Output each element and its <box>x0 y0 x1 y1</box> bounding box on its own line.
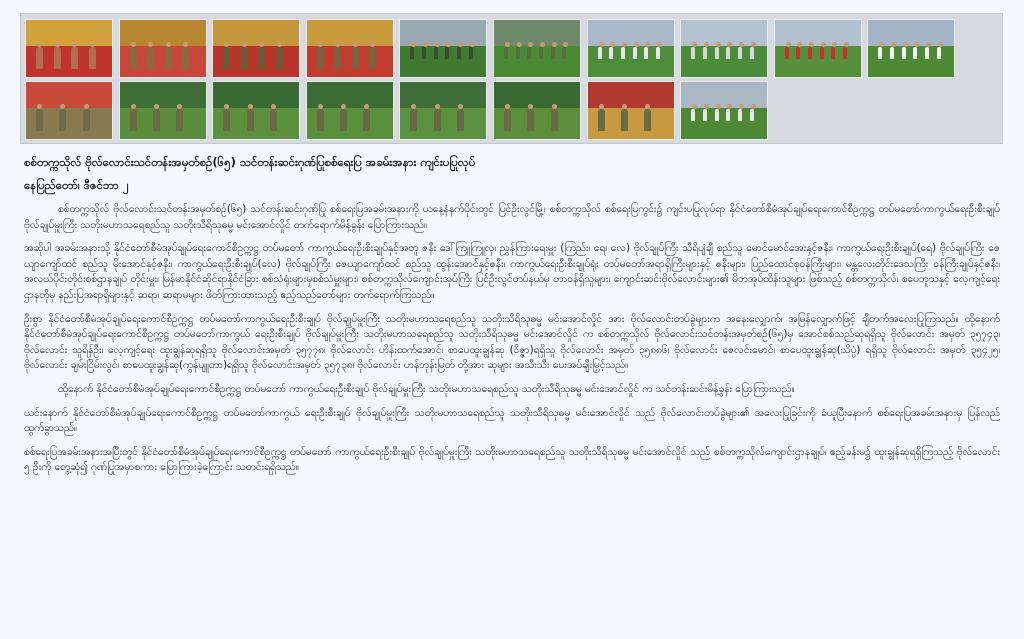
gallery-photo-parade-field[interactable] <box>493 19 581 78</box>
photo-figure <box>147 47 154 69</box>
photo-figure <box>176 109 183 131</box>
photo-figure <box>130 109 137 131</box>
photo-figure <box>598 47 602 59</box>
photo-figure <box>317 109 324 131</box>
photo-figure <box>715 47 719 59</box>
photo-figure <box>434 109 441 131</box>
photo-figure <box>59 109 66 131</box>
article-paragraph: ယင်းနောက် နိုင်ငံတော်စီမံအုပ်ချုပ်ရေးကောင်စီဥက္ကဋ္ဌ တပ်မတော်ကာကွယ် ရေးဦးစီးချုပ် ဗိုလ်ချုပ်မှူးကြီး သတိုးမဟာသရေစည်သူ သတိုးသီရိသုဓမ္မ မင်းအောင်လှိုင် သည် ဗိုလ်လောင်းတပ်ခွဲများ၏ အလေးပြုခြင်းကို ခံယူပြီးနောက် စစ်ရေးပြအခမ်းအနားမှ ပြန်လည်ထွက်ခွာသည်။ <box>24 406 1000 435</box>
photo-figure <box>54 47 61 69</box>
photo-figure <box>83 109 90 131</box>
photo-figure <box>410 109 417 131</box>
photo-figure <box>276 47 283 69</box>
photo-figure <box>820 47 824 59</box>
photo-figure <box>738 47 742 59</box>
photo-figure <box>317 47 324 69</box>
photo-figure <box>36 47 43 69</box>
photo-figure <box>258 47 265 69</box>
article-paragraph: အဆိုပါ အခမ်းအနားသို့ နိုင်ငံတော်စီမံအုပ်ချုပ်ရေးကောင်စီဥက္ကဋ္ဌ တပ်မတော် ကာကွယ်ရေးဦးစီးချုပ်နှင့်အတူ ဇနီး ဒေါ်ကြူကြူလှ၊ ညွှန်ကြားရေးမှူး (ကြည်း၊ ရေ၊ လေ) ဗိုလ်ချုပ်ကြီး သီရိပျံချီ စည်သူ မောင်မောင်အေးနှင့်ဇနီး၊ ကာကွယ်ရေးဦးစီးချုပ်(ရေ) ဗိုလ်ချုပ်ကြီး ဇေယျာကျော်ထင် စည်သူ မိုးအောင်နှင့်ဇနီး၊ ကာကွယ်ရေးဦးစီးချုပ်(လေ) ဗိုလ်ချုပ်ကြီး ဇေယျာကျော်ထင် စည်သူ ထွန်းအောင်နှင့်ဇနီး၊ ကာကွယ်ရေးဦးစီးချုပ်ရုံး တပ်မတော်အရာရှိကြီးများနှင့် ဇနီးများ၊ ပြည်ထောင်စုဝန်ကြီးများ၊ မန္တလေးတိုင်းဒေသကြီး ဝန်ကြီးချုပ်နှင့်ဇနီး၊ အလယ်ပိုင်းတိုင်းစစ်ဌာနချုပ် တိုင်းမှူး၊ မြန်မာနိုင်ငံဆိုင်ရာနိုင်ငံခြား စစ်သံရုံးများမှစစ်သံမှူးများ၊ စစ်တက္ကသိုလ်ကျောင်းအုပ်ကြီး ပြင်ဦးလွင်တပ်နယ်မှ တာဝန်ရှိသူများ၊ ကျောင်းဆင်းဗိုလ်လောင်းများ၏ မိဘအုပ်ထိန်းသူများ ဖြစ်သည့် စစ်တက္ကသိုလ်၊ စပေဘူသနှင့် လေ့ကျင့်ရေးဌာနတိုမှ နည်းပြအရာရှိများနှင့် ဆရာ၊ ဆရာမများ ဖိတ်ကြားထားသည့် ဧည့်သည်တော်များ တက်ရောက်ကြသည်။ <box>24 242 1000 301</box>
photo-figure <box>890 47 894 59</box>
gallery-photo-parade-field[interactable] <box>399 19 487 78</box>
photo-figure <box>504 109 511 131</box>
photo-figure <box>621 47 625 59</box>
news-article <box>20 150 1004 636</box>
gallery-photo-parade-field[interactable] <box>587 19 675 78</box>
photo-figure <box>422 47 426 59</box>
photo-figure <box>726 109 730 121</box>
photo-figure <box>808 47 812 59</box>
photo-figure <box>363 109 370 131</box>
gallery-photo-ceremony-seated[interactable] <box>306 19 394 78</box>
photo-figure <box>36 109 43 131</box>
gallery-photo-award-presentation[interactable] <box>399 81 487 140</box>
photo-figure <box>726 47 730 59</box>
photo-figure <box>516 47 520 59</box>
gallery-photo-parade-field[interactable] <box>774 19 862 78</box>
photo-figure <box>644 47 648 59</box>
photo-figure <box>902 47 906 59</box>
photo-figure <box>703 47 707 59</box>
photo-figure <box>165 47 172 69</box>
photo-figure <box>352 47 359 69</box>
photo-figure <box>457 47 461 59</box>
photo-figure <box>750 109 754 121</box>
photo-figure <box>445 47 449 59</box>
photo-figure <box>89 47 96 69</box>
photo-figure <box>633 47 637 59</box>
gallery-photo-award-presentation[interactable] <box>212 81 300 140</box>
photo-figure <box>656 47 660 59</box>
photo-figure <box>527 47 531 59</box>
article-paragraph: စစ်ရေးပြအခမ်းအနားအပြီးတွင် နိုင်ငံတော်စီမံအုပ်ချုပ်ရေးကောင်စီဥက္ကဋ္ဌ တပ်မတော် ကာကွယ်ရေးဦးစီးချုပ် ဗိုလ်ချုပ်မှူးကြီး သတိုးမဟာသရေစည်သူ သတိုးသီရိသုဓမ္မ မင်းအောင်လှိုင် သည် စစ်တက္ကသိုလ်ကျောင်းဌာနချုပ်၊ ဧည့်ခန်းမ၌ ထူးချွန်ဆုရရှိကြသည့် ဗိုလ်လောင်း ၅ ဦးကို တွေ့ဆုံ၍ ဂုဏ်ပြုအမှာစကား ပြောကြားခဲ့ကြောင်း သတင်းရရှိသည်။ <box>24 445 1000 474</box>
photo-figure <box>551 47 555 59</box>
photo-figure <box>925 47 929 59</box>
photo-figure <box>241 47 248 69</box>
photo-figure <box>334 47 341 69</box>
photo-figure <box>223 109 230 131</box>
gallery-photo-award-presentation[interactable] <box>119 81 207 140</box>
photo-figure <box>750 47 754 59</box>
photo-figure <box>71 47 78 69</box>
photo-figure <box>527 109 534 131</box>
photo-figure <box>937 47 941 59</box>
photo-figure <box>369 47 376 69</box>
photo-figure <box>831 47 835 59</box>
photo-figure <box>469 47 473 59</box>
gallery-photo-ceremony-seated[interactable] <box>119 19 207 78</box>
photo-figure <box>247 109 254 131</box>
photo-figure <box>434 47 438 59</box>
photo-figure <box>457 109 464 131</box>
article-dateline: နေပြည်တော်၊ ဒီဇင်ဘာ ၂ <box>24 178 129 192</box>
photo-gallery <box>20 13 1003 144</box>
photo-figure <box>913 47 917 59</box>
article-headline: စစ်တက္ကသိုလ် ဗိုလ်လောင်းသင်တန်းအမှတ်စဉ်(၆၅) သင်တန်းဆင်းဂုဏ်ပြုစစ်ရေးပြ အခမ်းအနား ကျင်းပပြုလုပ် <box>24 155 476 169</box>
photo-figure <box>843 47 847 59</box>
gallery-photo-podium-speech[interactable] <box>587 81 675 140</box>
gallery-photo-ceremony-seated[interactable] <box>25 19 113 78</box>
gallery-photo-officers-stage[interactable] <box>25 81 113 140</box>
photo-figure <box>130 47 137 69</box>
photo-figure <box>609 47 613 59</box>
photo-figure <box>410 47 414 59</box>
photo-figure <box>551 109 558 131</box>
gallery-photo-award-presentation[interactable] <box>493 81 581 140</box>
photo-figure <box>504 47 508 59</box>
photo-figure <box>223 47 230 69</box>
gallery-photo-ceremony-seated[interactable] <box>212 19 300 78</box>
photo-figure <box>340 109 347 131</box>
photo-figure <box>703 109 707 121</box>
gallery-photo-parade-field[interactable] <box>680 19 768 78</box>
article-paragraph: ထို့နောက် နိုင်ငံတော်စီမံအုပ်ချုပ်ရေးကောင်စီဥက္ကဋ္ဌ တပ်မတော် ကာကွယ်ရေးဦးစီးချုပ် ဗိုလ်ချုပ်မှူးကြီး သတိုးမဟာသရေစည်သူ သတိုးသီရိသုဓမ္မ မင်းအောင်လှိုင် က သင်တန်းဆင်းမိန့်ခွန်း ပြောကြားသည်။ <box>58 382 795 395</box>
photo-figure <box>182 47 189 69</box>
article-paragraph: ဦးစွာ နိုင်ငံတော်စီမံအုပ်ချုပ်ရေးကောင်စီဥက္ကဋ္ဌ တပ်မတော်ကာကွယ်ရေးဦးစီးချုပ် ဗိုလ်ချုပ်မှူးကြီး သတိုးမဟာသရေစည်သူ သတိုးသီရိသုဓမ္မ မင်းအောင်လှိုင် အား ဗိုလ်လောင်းတပ်ခွဲများက အနေးလျှောက်၊ အမြန်လျှောက်ဖြင့် ချီတက်အလေးပြုကြသည်။ ထို့နောက် နိုင်ငံတော်စီမံအုပ်ချုပ်ရေးကောင်စီဥက္ကဋ္ဌ တပ်မတော်ကာကွယ် ရေးဦးစီးချုပ် ဗိုလ်ချုပ်မှူးကြီး သတိုးမဟာသရေစည်သူ သတိုးသီရိသုဓမ္မ မင်းအောင်လှိုင် က စစ်တက္ကသိုလ် ဗိုလ်လောင်းသင်တန်းအမှတ်စဉ်(၆၅)မှ အောင်စစ်သည်ဆုရရှိသူ ဗိုလ်လောင်း အမှတ် ၃၅၇၄၃၊ ဗိုလ်လောင်း သူရိန်ဦး၊ လေ့ကျင့်ရေး ထူးချွန်ဆုရရှိသူ ဗိုလ်လောင်းအမှတ် ၃၅၇၇၈၊ ဗိုလ်လောင်း ဟိန်းထက်အောင်၊ စာပေထူးချွန်ဆု (ဝိဇ္ဇာ)ရရှိသူ ဗိုလ်လောင်း အမှတ် ၃၅၈၈၆၊ ဗိုလ်လောင်း ဇေလင်းမောင်၊ စာပေထူးချွန်ဆု(သိပ္ပံ) ရရှိသူ ဗိုလ်လောင်း အမှတ် ၃၅၄၂၅၊ ဗိုလ်လောင်း ချမ်းငြိမ်းလွင်၊ စာပေထူးချွန်ဆု(ကွန်ပျူတာ)ရရှိသူ ဗိုလ်လောင်းအမှတ် ၃၅၇၃၈၊ ဗိုလ်လောင်း ဟန်ဘုန်းမြတ် တို့အား ဆုများ အသီးသီး ပေးအပ်ချီးမြှင့်သည်။ <box>24 312 1000 372</box>
photo-figure <box>738 109 742 121</box>
article-paragraph: စစ်တက္ကသိုလ် ဗိုလ်လောင်းသင်တန်းအမှတ်စဉ်(၆၅) သင်တန်းဆင်းဂုဏ်ပြု စစ်ရေးပြအခမ်းအနားကို ယနေ့နံနက်ပိုင်းတွင် ပြင်ဦးလွင်မြို့၊ စစ်တက္ကသိုလ် စစ်ရေးပြကွင်း၌ ကျင်းပပြုလုပ်ရာ နိုင်ငံတော်စီမံအုပ်ချုပ်ရေးကောင်စီဥက္ကဋ္ဌ တပ်မတော်ကာကွယ်ရေးဦးစီးချုပ် ဗိုလ်ချုပ်မှူးကြီး သတိုးမဟာသရေစည်သူ သတိုးသီရိသုဓမ္မ မင်းအောင်လှိုင် တက်ရောက်မိန့်ခွန်း ပြောကြားသည်။ <box>24 203 1000 231</box>
photo-figure <box>598 109 605 131</box>
photo-figure <box>562 47 566 59</box>
photo-figure <box>796 47 800 59</box>
gallery-photo-award-presentation[interactable] <box>306 81 394 140</box>
photo-figure <box>691 109 695 121</box>
photo-figure <box>539 47 543 59</box>
photo-figure <box>785 47 789 59</box>
photo-figure <box>153 109 160 131</box>
photo-figure <box>715 109 719 121</box>
photo-figure <box>270 109 277 131</box>
gallery-photo-parade-field[interactable] <box>680 81 768 140</box>
photo-figure <box>644 109 651 131</box>
photo-figure <box>878 47 882 59</box>
photo-figure <box>691 47 695 59</box>
photo-figure <box>621 109 628 131</box>
gallery-photo-parade-field[interactable] <box>867 19 955 78</box>
